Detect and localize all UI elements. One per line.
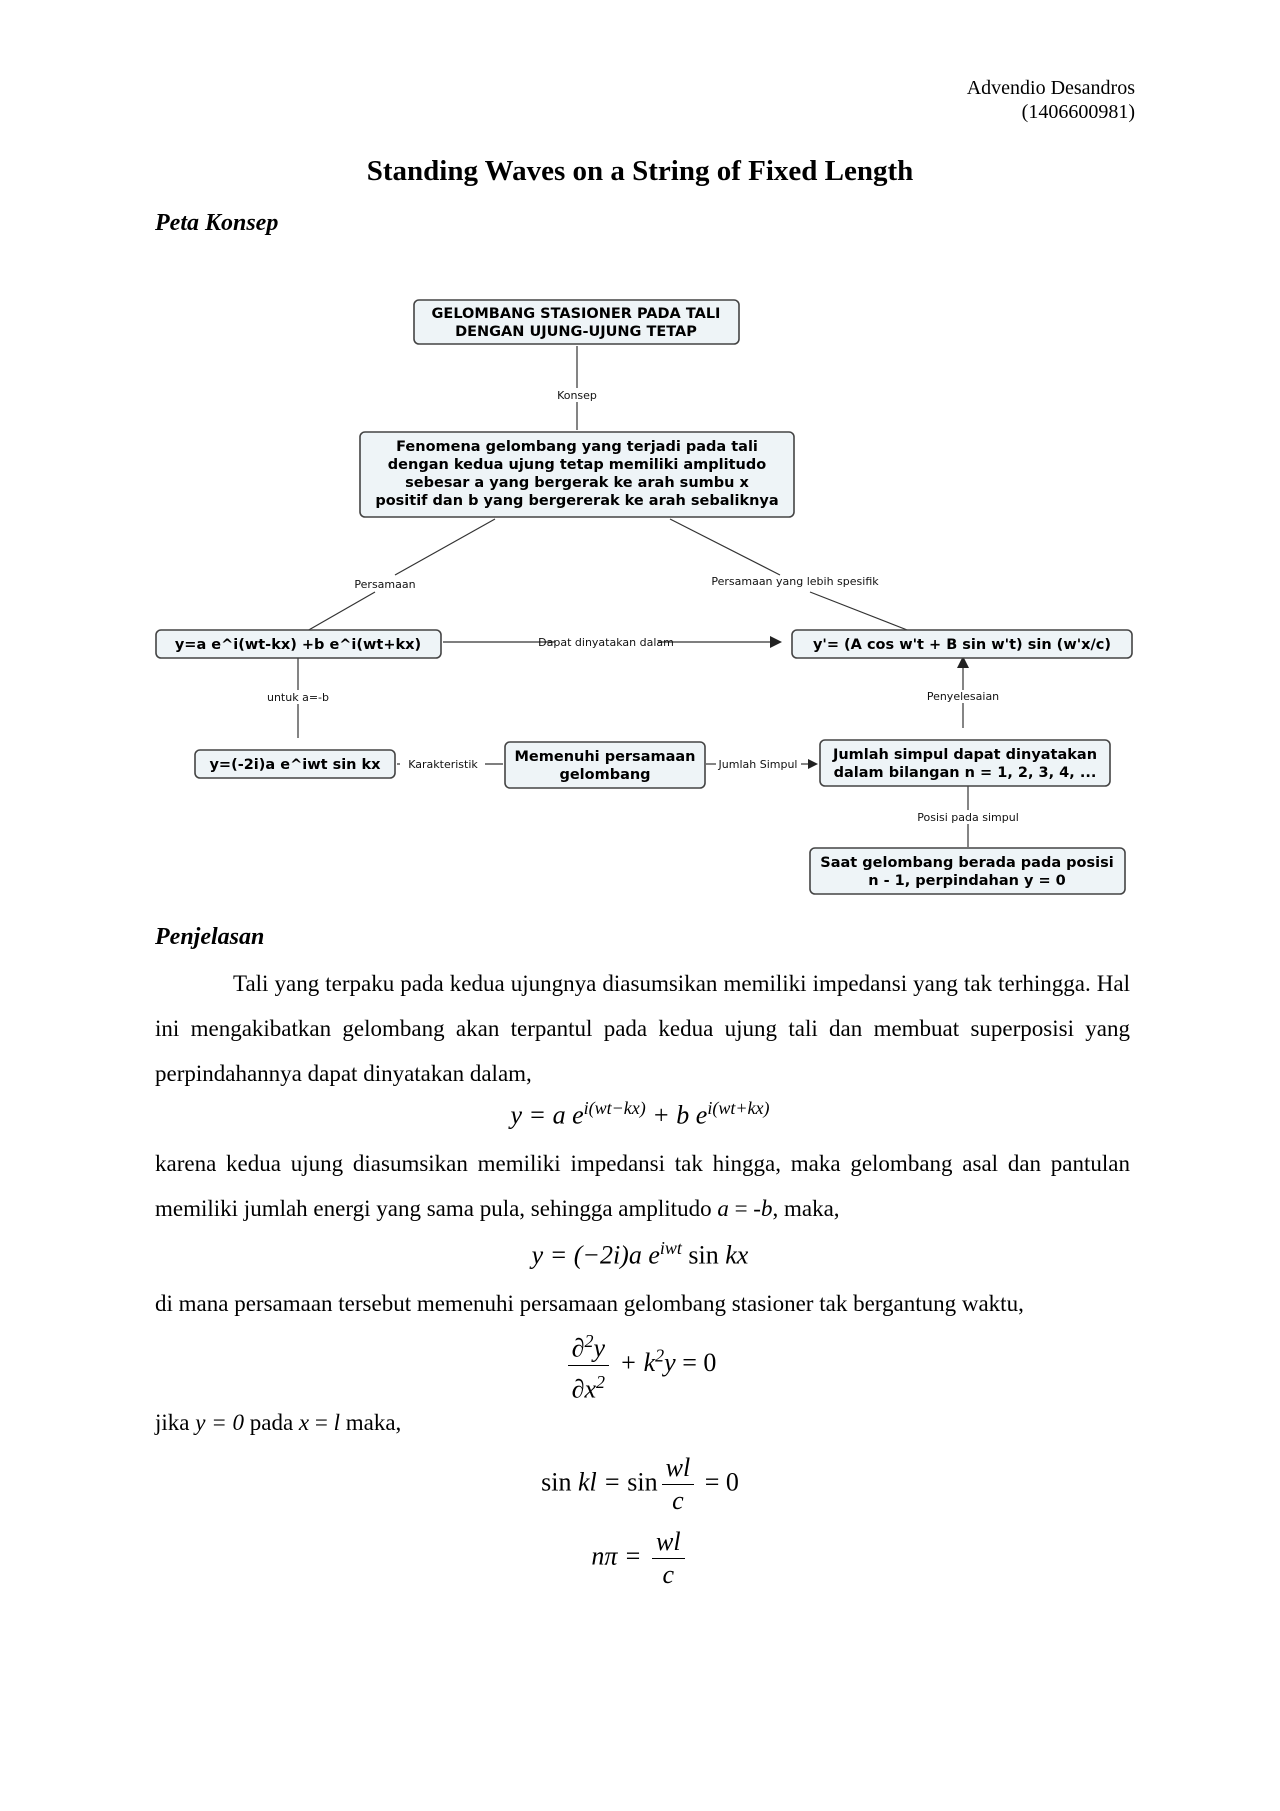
node-node-position-line-1: Saat gelombang berada pada posisi <box>820 855 1114 871</box>
cond-l: l <box>333 1410 340 1435</box>
link-label-dapat: Dapat dinyatakan dalam <box>538 636 674 649</box>
node-wave-eq-line-1: Memenuhi persamaan <box>514 749 696 765</box>
paragraph-2 <box>155 1141 1130 1231</box>
fraction-wl-c: $\frac{wl}{c}$ <box>662 1452 695 1517</box>
fraction-wl-c-2: $\frac{wl}{c}$ <box>652 1526 685 1591</box>
paragraph-4 <box>155 1400 1130 1445</box>
node-wave-eq <box>505 742 705 788</box>
node-eq-specific-text: y'= (A cos w't + B sin w't) sin (w'x/c) <box>812 637 1112 653</box>
cond-x: x <box>298 1410 310 1435</box>
link-label-spesifik: Persamaan yang lebih spesifik <box>711 575 879 588</box>
link-label-konsep: Konsep <box>557 389 597 402</box>
equation-n-pi: nπ = $\frac{wl}{c}$ <box>0 1526 1280 1591</box>
page-title: Standing Waves on a String of Fixed Length <box>366 155 914 187</box>
link-label-untuk: untuk a=-b <box>266 691 330 704</box>
cond-y-zero: y = 0 <box>195 1410 244 1435</box>
paragraph-2-text-b: , maka, <box>772 1196 840 1221</box>
paragraph-4-eq: = <box>309 1410 334 1435</box>
concept-map-diagram <box>150 290 1135 915</box>
paragraph-4-text-b: pada <box>243 1410 299 1435</box>
link-label-persamaan: Persamaan <box>354 578 416 591</box>
concept-map-heading: Peta Konsep <box>155 210 279 236</box>
node-node-position <box>810 848 1125 894</box>
fraction-d2y-dx2: $\frac{\partial^2y}{\partial x^2}$ <box>568 1325 609 1405</box>
node-root-line-1: GELOMBANG STASIONER PADA TALI <box>431 306 721 322</box>
node-phenomenon-line-3: sebesar a yang bergerak ke arah sumbu x <box>405 475 749 491</box>
node-root-line-2: DENGAN UJUNG-UJUNG TETAP <box>455 324 697 340</box>
node-eq-reduced <box>195 750 395 778</box>
node-eq-general <box>156 630 441 658</box>
author-block <box>967 76 1135 124</box>
var-a: a <box>717 1196 729 1221</box>
node-root <box>414 300 739 344</box>
link-label-jumlah: Jumlah Simpul <box>718 758 798 771</box>
paragraph-1: Tali yang terpaku pada kedua ujungnya diasumsikan memiliki impedansi yang tak terhingga. Hal ini mengakibatkan gelombang akan terpantul pada kedua ujung tali dan membuat superposisi yang perpindahannya dapat dinyatakan dalam, <box>155 971 1130 1086</box>
paragraph-4-text-a: jika <box>155 1410 196 1435</box>
link-label-posisi: Posisi pada simpul <box>917 811 1019 824</box>
node-phenomenon <box>360 432 794 517</box>
equation-boundary: sin kl = sin $\frac{wl}{c}$ = 0 <box>541 1453 739 1515</box>
node-phenomenon-line-2: dengan kedua ujung tetap memiliki amplitudo <box>387 457 767 473</box>
node-nodes-count <box>820 740 1110 786</box>
author-id: (1406600981) <box>1021 101 1135 123</box>
paragraph-3: di mana persamaan tersebut memenuhi persamaan gelombang stasioner tak bergantung waktu, <box>155 1291 1024 1316</box>
paragraph-2-eq: = - <box>728 1196 761 1221</box>
paragraph-2-text-a: karena kedua ujung diasumsikan memiliki impedansi tak hingga, maka gelombang asal dan pantulan memiliki jumlah energi yang sama pula, sehingga amplitudo <box>155 1151 1130 1221</box>
node-phenomenon-line-1: Fenomena gelombang yang terjadi pada tali <box>396 439 758 455</box>
equation-standing-wave: y = (−2i)a $e^{iwt}$ sin kx <box>531 1238 749 1270</box>
node-eq-specific <box>792 630 1132 658</box>
link-label-penyelesaian: Penyelesaian <box>926 690 1000 703</box>
var-b: b <box>760 1196 773 1221</box>
node-node-position-line-2: n - 1, perpindahan y = 0 <box>868 873 1066 889</box>
node-phenomenon-line-4: positif dan b yang bergererak ke arah sebaliknya <box>375 493 779 509</box>
explanation-heading: Penjelasan <box>155 924 265 950</box>
equation-wave-ode: $\frac{\partial^2y}{\partial x^2}$ + $k^2y = 0$ <box>0 1325 1280 1405</box>
node-nodes-count-line-2: dalam bilangan n = 1, 2, 3, 4, ... <box>833 765 1097 781</box>
link-label-karakteristik: Karakteristik <box>408 758 478 771</box>
node-eq-reduced-text: y=(-2i)a e^iwt sin kx <box>209 757 381 773</box>
node-nodes-count-line-1: Jumlah simpul dapat dinyatakan <box>832 747 1098 763</box>
node-eq-general-text: y=a e^i(wt-kx) +b e^i(wt+kx) <box>174 637 422 653</box>
node-wave-eq-line-2: gelombang <box>559 767 651 783</box>
author-name: Advendio Desandros <box>966 77 1135 99</box>
equation-superposition: y = a $e^{i(wt-kx)} + b$ $e^{i(wt+kx)}$ <box>510 1098 770 1130</box>
paragraph-4-text-c: maka, <box>340 1410 402 1435</box>
